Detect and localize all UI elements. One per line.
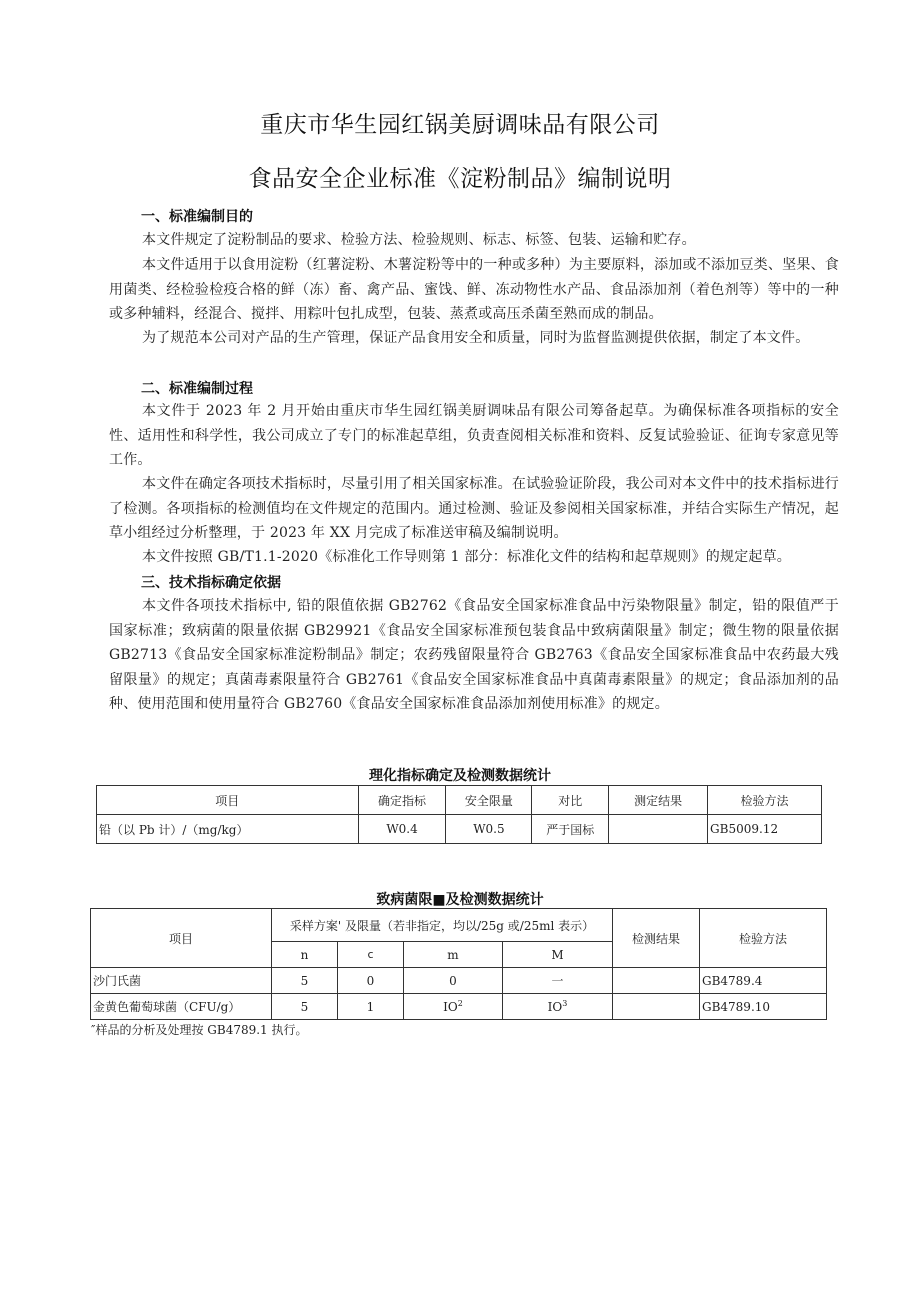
paragraph: 本文件按照 GB/T1.1-2020《标准化工作导则第 1 部分：标准化文件的结构和起草规则》的规定起草。 [142,549,792,565]
col-header: 确定指标 [358,786,446,815]
cell-method: GB4789.10 [700,994,827,1020]
cell-n: 5 [272,994,338,1020]
section-heading-process: 二、标准编制过程 [141,381,253,397]
col-header: 项目 [97,786,359,815]
cell-m [404,994,503,1020]
cell-M: 一 [503,968,613,994]
cell-index: W0.4 [358,815,446,844]
section-heading-purpose: 一、标准编制目的 [141,209,253,225]
document-subtitle: 食品安全企业标准《淀粉制品》编制说明 [248,166,672,192]
paragraph: 本文件各项技术指标中, 铅的限值依据 GB2762《食品安全国家标准食品中污染物限量》制定，铅的限值严于国家标准；致病菌的限量依据 GB29921《食品安全国家标准预包装食品中致病菌限量》制定；微生物的限量依据 GB2713《食品安全国家标准淀粉制品》制定；农药残留限量符合 GB2763《食品安全国家标准食品中农药最大残留限量》的规定；真菌毒素限量符合 GB2761《食品安全国家标准食品中真菌毒素限量》的规定；食品添加剂的品种、使用范围和使用量符合 GB2760《食品安全国家标准食品添加剂使用标准》的规定。 [109,598,839,712]
table-header-row [97,786,822,815]
paragraph: 为了规范本公司对产品的生产管理，保证产品食用安全和质量，同时为监督监测提供依据，制定了本文件。 [142,330,810,346]
col-header: 对比 [532,786,609,815]
section-heading-basis: 三、技术指标确定依据 [141,575,281,591]
table-header-row [91,909,827,942]
table2-footnote: ″样品的分析及处理按 GB4789.1 执行。 [91,1023,308,1037]
table2-caption: 致病菌限■及检测数据统计 [376,892,544,908]
cell-M [503,994,613,1020]
m-base: IO [443,1000,458,1014]
cell-limit: W0.5 [446,815,532,844]
document-title: 重庆市华生园红锅美厨调味品有限公司 [260,112,660,138]
table-row [97,815,822,844]
col-header-sampling: 采样方案' 及限量（若非指定，均以/25g 或/25ml 表示） [272,909,613,942]
paragraph: 本文件于 2023 年 2 月开始由重庆市华生园红锅美厨调味品有限公司筹备起草。为确保标准各项指标的安全性、适用性和科学性，我公司成立了专门的标准起草组，负责查阅相关标准和资料、反复试验验证、征询专家意见等工作。 [109,403,839,468]
col-header-method: 检验方法 [700,909,827,968]
paragraph: 本文件在确定各项技术指标时，尽量引用了相关国家标准。在试验验证阶段，我公司对本文件中的技术指标进行了检测。各项指标的检测值均在文件规定的范围内。通过检测、验证及参阅相关国家标准，并结合实际生产情况，起草小组经过分析整理，于 2023 年 XX 月完成了标准送审稿及编制说明。 [109,476,839,541]
col-header-M: M [503,942,613,968]
col-header-m: m [404,942,503,968]
cell-m: 0 [404,968,503,994]
col-header: 检验方法 [708,786,822,815]
cell-method: GB4789.4 [700,968,827,994]
table-row [91,968,827,994]
cell-result [613,968,700,994]
cell-item: 铅（以 Pb 计）/（mg/kg） [97,815,359,844]
cell-c: 0 [338,968,404,994]
M-exponent: 3 [562,999,568,1008]
cell-result [609,815,708,844]
paragraph: 本文件适用于以食用淀粉（红薯淀粉、木薯淀粉等中的一种或多种）为主要原料，添加或不添加豆类、坚果、食用菌类、经检验检疫合格的鲜（冻）畜、禽产品、蜜饯、鲜、冻动物性水产品、食品添加剂（着色剂等）等中的一种或多种辅料，经混合、搅拌、用粽叶包扎成型，包装、蒸煮或高压杀菌至熟而成的制品。 [109,257,839,322]
cell-result [613,994,700,1020]
cell-compare: 严于国标 [532,815,609,844]
M-base: IO [547,1000,563,1014]
cell-c: 1 [338,994,404,1020]
cell-n: 5 [272,968,338,994]
table1-caption: 理化指标确定及检测数据统计 [369,768,551,784]
col-header-item: 项目 [91,909,272,968]
col-header: 安全限量 [446,786,532,815]
physchem-table [96,785,822,844]
table-row [91,994,827,1020]
cell-item: 金黄色葡萄球菌（CFU/g） [91,994,272,1020]
m-exponent: 2 [457,999,463,1008]
cell-method: GB5009.12 [708,815,822,844]
cell-item: 沙门氏菌 [91,968,272,994]
col-header-n: n [272,942,338,968]
paragraph: 本文件规定了淀粉制品的要求、检验方法、检验规则、标志、标签、包装、运输和贮存。 [142,232,696,248]
col-header-c: c [338,942,404,968]
col-header-result: 检测结果 [613,909,700,968]
pathogen-table [90,908,827,1020]
col-header: 测定结果 [609,786,708,815]
